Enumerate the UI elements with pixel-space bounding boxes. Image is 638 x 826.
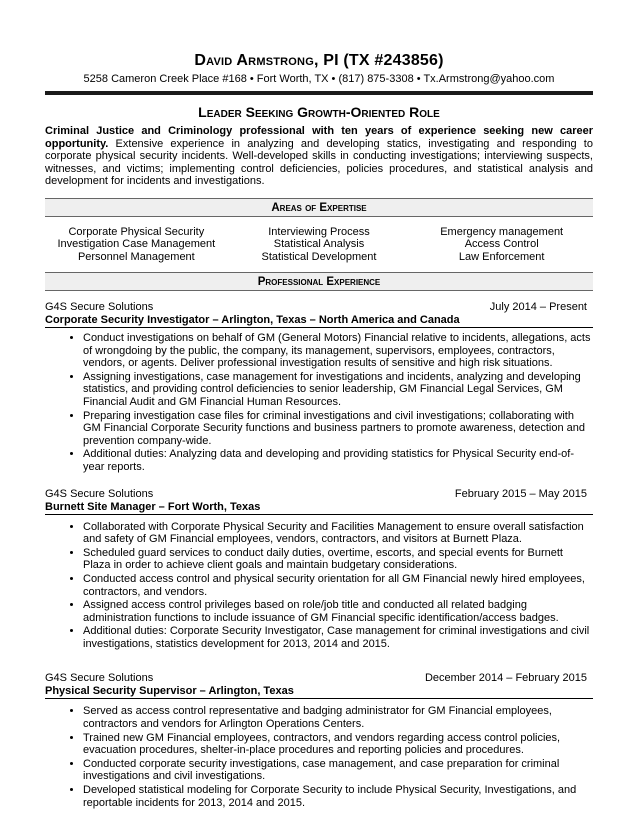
candidate-name: David Armstrong, PI (TX #243856) xyxy=(194,52,444,69)
expertise-list xyxy=(45,226,593,264)
header-divider xyxy=(45,91,593,95)
job-title: Physical Security Supervisor – Arlington, Texas xyxy=(45,685,593,699)
job-title: Burnett Site Manager – Fort Worth, Texas xyxy=(45,501,593,515)
expertise-heading: Areas of Expertise xyxy=(45,198,593,217)
contact-line: 5258 Cameron Creek Place #168 • Fort Worth, TX • (817) 875-3308 • Tx.Armstrong@yahoo.com xyxy=(83,73,555,85)
list-item: • Assigned access control privileges based on role/job title and conducted all related badging administration functions to include issuance of GM Financial specific identification/access badges. xyxy=(83,599,593,624)
experience-heading: Professional Experience xyxy=(45,272,593,291)
expertise-column xyxy=(45,226,228,264)
job-bullets xyxy=(45,705,593,809)
job-company: G4S Secure Solutions xyxy=(45,487,154,500)
headline: Leader Seeking Growth-Oriented Role xyxy=(198,104,440,120)
job-dates: February 2015 – May 2015 xyxy=(454,487,587,500)
job-dates: July 2014 – Present xyxy=(489,301,587,313)
list-item: • Conducted corporate security investigations, case management, and case preparation for criminal investigations and civil investigations. xyxy=(83,758,593,783)
expertise-item: Investigation Case Management xyxy=(57,238,216,250)
expertise-item: Law Enforcement xyxy=(458,250,545,263)
summary-lead: Criminal Justice and Criminology professional with ten years of experience seeking new career opportunity. xyxy=(45,125,593,150)
job-bullets xyxy=(45,332,593,474)
expertise-item: Corporate Physical Security xyxy=(68,225,205,238)
job-entry xyxy=(45,672,593,809)
summary xyxy=(45,125,593,188)
list-item: • Scheduled guard services to conduct daily duties, overtime, escorts, and special events for Burnett Plaza in order to achieve client goals and maintain budgetary considerations. xyxy=(83,547,593,572)
expertise-item: Statistical Development xyxy=(261,250,377,263)
list-item: • Additional duties: Corporate Security Investigator, Case management for criminal investigations and civil investigations, statistics development for 2013, 2014 and 2015. xyxy=(83,625,593,650)
expertise-item: Interviewing Process xyxy=(268,225,370,238)
list-item: • Served as access control representative and badging administrator for GM Financial employees, contractors and vendors for Arlington Operations Centers. xyxy=(83,705,593,730)
job-entry xyxy=(45,488,593,651)
job-title: Corporate Security Investigator – Arlington, Texas – North America and Canada xyxy=(45,314,593,328)
expertise-item: Access Control xyxy=(464,238,539,250)
job-entry xyxy=(45,301,593,474)
summary-body: Extensive experience in analyzing and developing statics, investigating and responding to corporate physical security incidents. Well-developed skills in conducting investigations; interviewing suspects, witnesses, and victims; implementing control deficiencies, policies procedures, and statistical analysis and development for incidents and investigations. xyxy=(45,137,593,187)
expertise-item: Emergency management xyxy=(440,225,564,238)
expertise-column xyxy=(410,226,593,264)
expertise-item: Personnel Management xyxy=(77,250,195,263)
list-item: • Collaborated with Corporate Physical Security and Facilities Management to ensure overall satisfaction and safety of GM Financial employees, vendors, contractors, and visitors at Burnett Plaza. xyxy=(83,521,593,546)
list-item: • Assigning investigations, case management for investigations and incidents, analyzing and developing statistics, and providing control deficiencies to senior leadership, GM Financial Legal Services, GM Financial Audit and GM Financial Human Resources. xyxy=(83,371,593,409)
job-company: G4S Secure Solutions xyxy=(45,301,154,313)
list-item: • Conducted access control and physical security orientation for all GM Financial newly hired employees, contractors, and vendors. xyxy=(83,573,593,598)
job-bullets xyxy=(45,521,593,651)
list-item: • Preparing investigation case files for criminal investigations and civil investigations; collaborating with GM Financial Corporate Security functions and business partners to promote awareness, detection and prevention company-wide. xyxy=(83,410,593,448)
list-item: • Additional duties: Analyzing data and developing and providing statistics for Physical Security end-of-year reports. xyxy=(83,448,593,473)
list-item: • Developed statistical modeling for Corporate Security to include Physical Security, Investigations, and reportable incidents for 2013, 2014 and 2015. xyxy=(83,784,593,809)
job-dates: December 2014 – February 2015 xyxy=(424,672,587,685)
list-item: • Conduct investigations on behalf of GM (General Motors) Financial relative to incidents, allegations, acts of wrongdoing by the public, the company, its management, supervisors, employees, contractors, vendors, or agents. Deliver professional investigation results of sensitive and high risk situations. xyxy=(83,332,593,370)
resume-page xyxy=(45,0,593,810)
job-company: G4S Secure Solutions xyxy=(45,672,154,685)
list-item: • Trained new GM Financial employees, contractors, and vendors regarding access control policies, evacuation procedures, shelter-in-place procedures and reporting policies and procedures. xyxy=(83,732,593,757)
expertise-column xyxy=(228,226,411,264)
expertise-item: Statistical Analysis xyxy=(273,238,365,250)
